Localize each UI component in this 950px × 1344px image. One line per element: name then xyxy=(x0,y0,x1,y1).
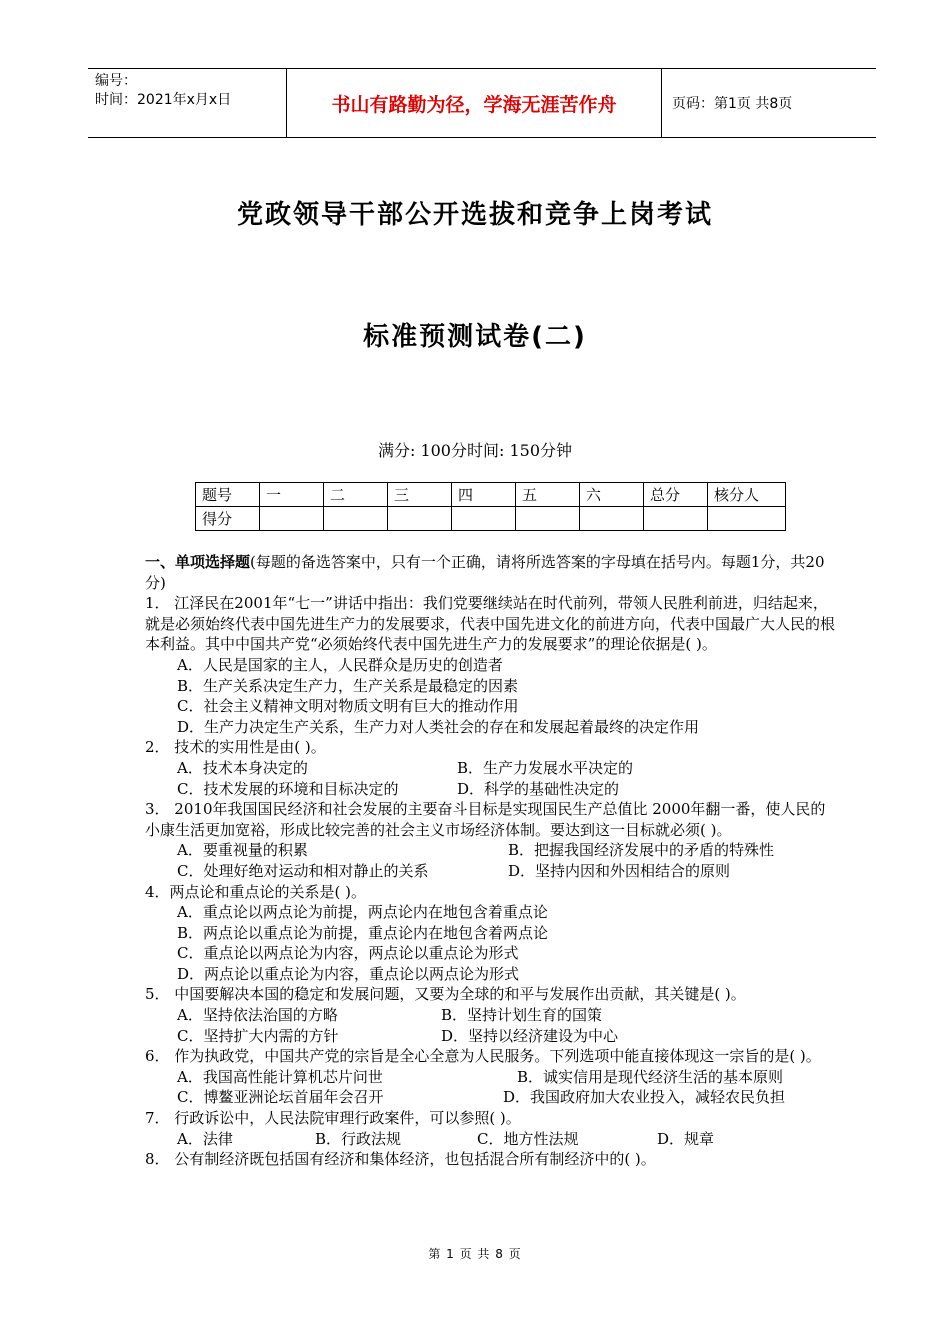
table-cell: 题号 xyxy=(196,483,260,507)
table-cell xyxy=(644,507,708,531)
option-row xyxy=(145,1005,835,1026)
score-table xyxy=(195,482,786,531)
table-cell xyxy=(452,507,516,531)
option: D．我国政府加大农业投入，减轻农民负担 xyxy=(503,1088,786,1107)
option: C．社会主义精神文明对物质文明有巨大的推动作用 xyxy=(177,697,519,716)
score-table-header-row xyxy=(196,483,786,507)
option: D．科学的基础性决定的 xyxy=(457,779,620,798)
table-cell: 六 xyxy=(580,483,644,507)
table-cell: 二 xyxy=(324,483,388,507)
table-cell: 四 xyxy=(452,483,516,507)
table-cell: 核分人 xyxy=(708,483,786,507)
header-left-cell xyxy=(88,69,286,137)
table-cell xyxy=(388,507,452,531)
page-footer: 第 1 页 共 8 页 xyxy=(428,1247,522,1261)
option: A．技术本身决定的 xyxy=(177,758,308,777)
question-content xyxy=(145,552,835,1170)
question-stem: 2． 技术的实用性是由( )。 xyxy=(145,738,326,757)
table-cell xyxy=(708,507,786,531)
section-heading xyxy=(145,552,835,593)
option: A．人民是国家的主人，人民群众是历史的创造者 xyxy=(177,655,503,674)
option: A．要重视量的积累 xyxy=(177,841,308,860)
score-table-score-row xyxy=(196,507,786,531)
number-label: 编号： xyxy=(95,73,137,89)
option-row xyxy=(145,758,835,779)
option: B．两点论以重点论为前提，重点论内在地包含着两点论 xyxy=(177,923,549,942)
option: B．生产关系决定生产力，生产关系是最稳定的因素 xyxy=(177,676,519,695)
option: A．我国高性能计算机芯片问世 xyxy=(177,1067,383,1086)
question-stem: 8． 公有制经济既包括国有经济和集体经济，也包括混合所有制经济中的( )。 xyxy=(145,1150,656,1169)
question-stem: 7． 行政诉讼中，人民法院审理行政案件，可以参照( )。 xyxy=(145,1109,521,1128)
table-cell xyxy=(324,507,388,531)
option-row xyxy=(145,1129,835,1150)
section-intro: (每题的备选答案中，只有一个正确，请将所选答案的字母填在括号内。每题1分，共20分) xyxy=(145,553,825,592)
table-cell: 一 xyxy=(260,483,324,507)
option-row xyxy=(145,1087,835,1108)
option-row xyxy=(145,779,835,800)
option-row xyxy=(145,1026,835,1047)
question-stem: 4．两点论和重点论的关系是( )。 xyxy=(145,882,367,901)
option: D．坚持内因和外因相结合的原则 xyxy=(508,861,731,880)
option: B．诚实信用是现代经济生活的基本原则 xyxy=(517,1067,784,1086)
option: C．坚持扩大内需的方针 xyxy=(177,1026,339,1045)
table-cell xyxy=(580,507,644,531)
option: B．坚持计划生育的国策 xyxy=(441,1006,603,1025)
option: D．坚持以经济建设为中心 xyxy=(441,1026,619,1045)
option: C．地方性法规 xyxy=(477,1129,579,1148)
option: A．法律 xyxy=(177,1129,233,1148)
option: B．把握我国经济发展中的矛盾的特殊性 xyxy=(508,841,775,860)
option: B．生产力发展水平决定的 xyxy=(457,758,634,777)
option: C．博鳌亚洲论坛首届年会召开 xyxy=(177,1088,384,1107)
page-header xyxy=(88,68,876,138)
question-stem: 1． 江泽民在2001年“七一”讲话中指出：我们党要继续站在时代前列，带领人民胜利前进，归结起来，就是必须始终代表中国先进生产力的发展要求，代表中国先进文化的前进方向，代表中国最广大人民的根本利益。其中中国共产党“必须始终代表中国先进生产力的发展要求”的理论依据是( )。 xyxy=(145,594,836,654)
table-cell: 三 xyxy=(388,483,452,507)
title-line-2: 标准预测试卷(二) xyxy=(363,322,587,352)
time-label: 时间：2021年x月x日 xyxy=(95,92,232,108)
motto: 书山有路勤为径，学海无涯苦作舟 xyxy=(286,69,662,137)
table-cell: 得分 xyxy=(196,507,260,531)
question-stem: 5． 中国要解决本国的稳定和发展问题，又要为全球的和平与发展作出贡献，其关键是( )。 xyxy=(145,985,746,1004)
table-cell xyxy=(516,507,580,531)
table-cell: 总分 xyxy=(644,483,708,507)
question-stem: 3． 2010年我国国民经济和社会发展的主要奋斗目标是实现国民生产总值比 2000年翻一番，使人民的小康生活更加宽裕，形成比较完善的社会主义市场经济体制。要达到这一目标就必须( )。 xyxy=(145,800,826,839)
option: A．重点论以两点论为前提，两点论内在地包含着重点论 xyxy=(177,903,548,922)
table-cell: 五 xyxy=(516,483,580,507)
option: C．重点论以两点论为内容，两点论以重点论为形式 xyxy=(177,944,519,963)
section-title: 一、单项选择题 xyxy=(145,553,251,571)
option: D．规章 xyxy=(657,1129,715,1148)
option: B．行政法规 xyxy=(315,1129,402,1148)
table-cell xyxy=(260,507,324,531)
option: D．两点论以重点论为内容，重点论以两点论为形式 xyxy=(177,964,520,983)
question-stem: 6． 作为执政党，中国共产党的宗旨是全心全意为人民服务。下列选项中能直接体现这一宗旨的是( )。 xyxy=(145,1047,821,1066)
option: C．技术发展的环境和目标决定的 xyxy=(177,779,399,798)
page-label: 页码：第1页 共8页 xyxy=(672,96,793,112)
score-time-info: 满分: 100分时间: 150分钟 xyxy=(377,441,573,460)
option: A．坚持依法治国的方略 xyxy=(177,1006,338,1025)
title-line-1: 党政领导干部公开选拔和竞争上岗考试 xyxy=(236,200,713,230)
option: D．生产力决定生产关系，生产力对人类社会的存在和发展起着最终的决定作用 xyxy=(177,717,700,736)
option: C．处理好绝对运动和相对静止的关系 xyxy=(177,861,429,880)
option-row xyxy=(145,840,835,861)
option-row xyxy=(145,1067,835,1088)
option-row xyxy=(145,861,835,882)
